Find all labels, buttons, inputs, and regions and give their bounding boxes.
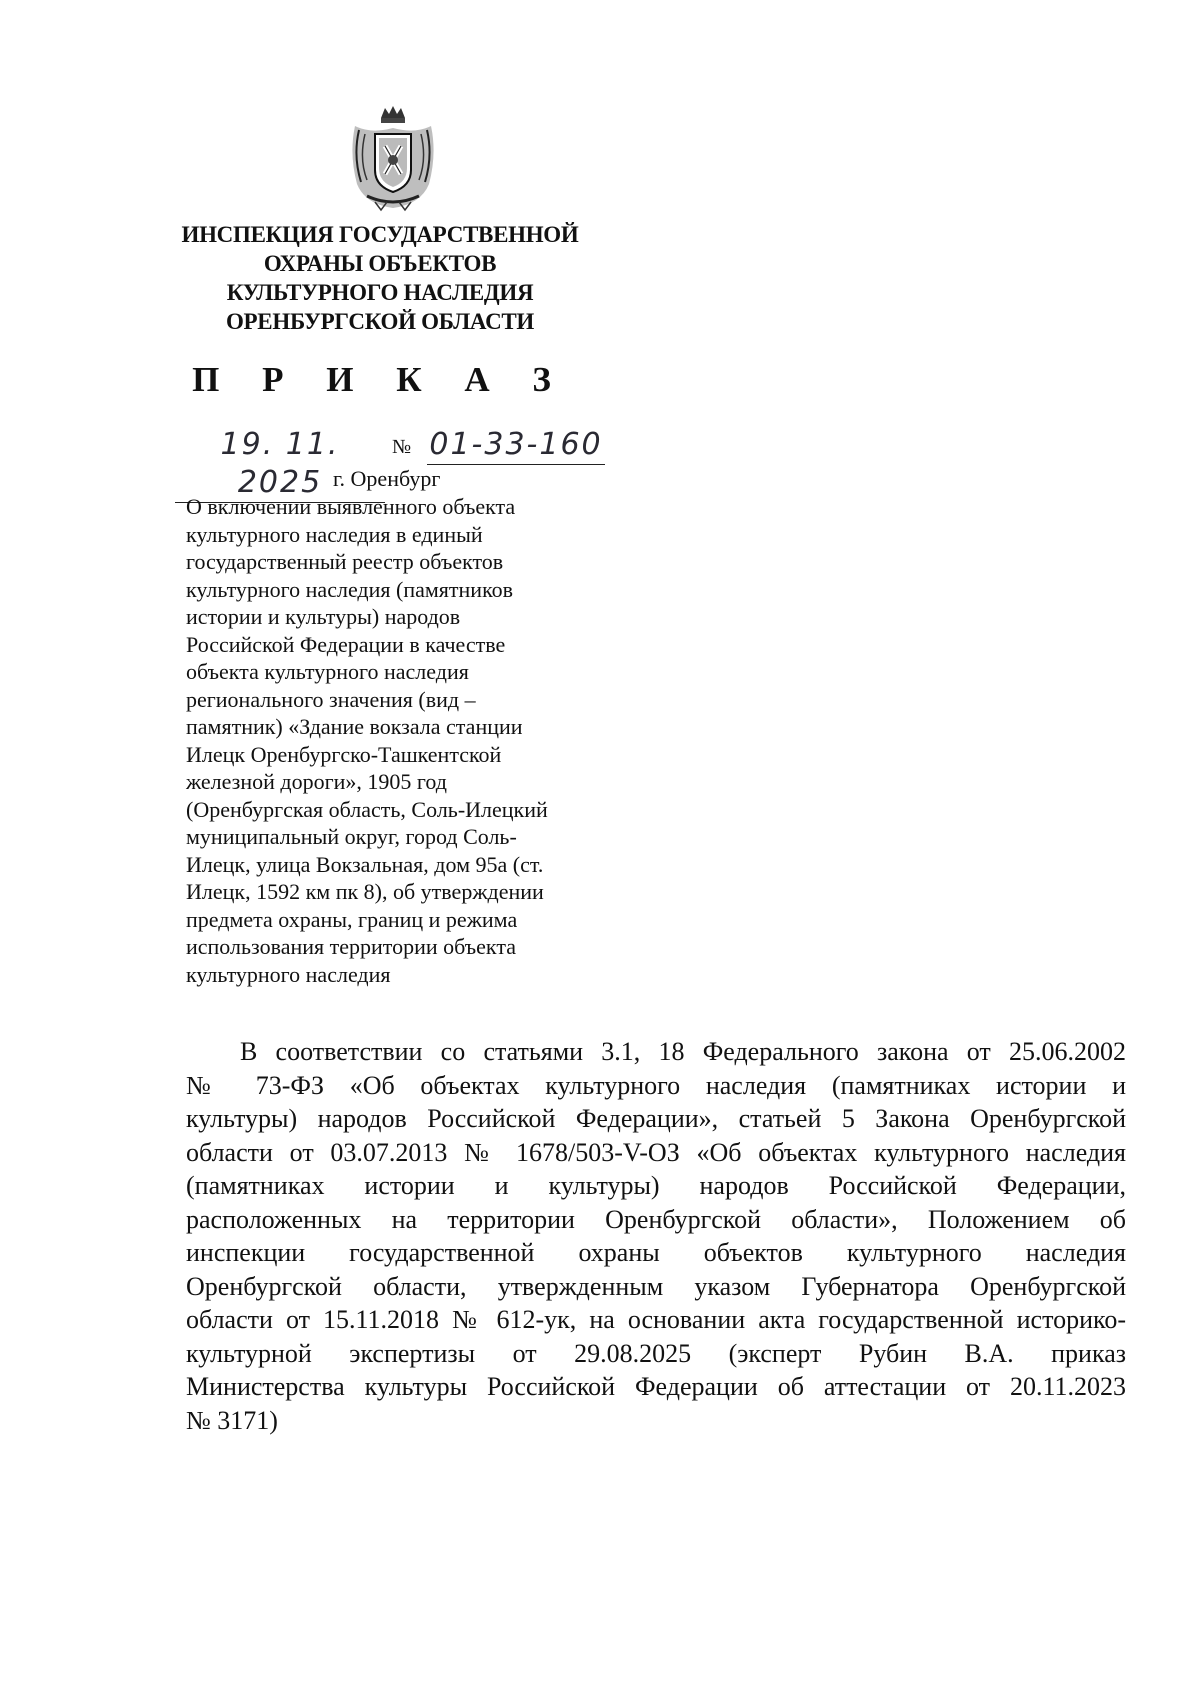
number-sign: № — [392, 436, 412, 458]
subject-line: муниципальный округ, город Соль- — [186, 824, 517, 849]
authority-line: ИНСПЕКЦИЯ ГОСУДАРСТВЕННОЙ — [181, 222, 579, 247]
authority-line: ОХРАНЫ ОБЪЕКТОВ — [263, 251, 497, 276]
subject-line: О включении выявленного объекта — [186, 494, 516, 519]
body-line: Министерства культуры Российской Федерации об аттестации от 20.11.2023 — [186, 1372, 1126, 1401]
body-line: (памятниках истории и культуры) народов Российской Федерации, — [186, 1171, 1126, 1200]
body-line: Оренбургской области, утвержденным указом Губернатора Оренбургской — [186, 1271, 1126, 1301]
authority-line: КУЛЬТУРНОГО НАСЛЕДИЯ — [226, 280, 534, 305]
order-subject — [186, 493, 606, 988]
body-line: расположенных на территории Оренбургской области», Положением об — [186, 1204, 1126, 1234]
subject-line: Илецк, 1592 км пк 8), об утверждении — [186, 879, 544, 904]
subject-line: предмета охраны, границ и режима — [186, 906, 518, 932]
body-line: культурной экспертизы от 29.08.2025 (эксперт Рубин В.А. приказ — [186, 1338, 1126, 1368]
city: г. Оренбург — [333, 466, 441, 491]
subject-line: Российской Федерации в качестве — [186, 631, 506, 657]
authority-name — [160, 220, 600, 336]
body-line: культуры) народов Российской Федерации», статьей 5 Закона Оренбургской — [186, 1104, 1126, 1133]
body-line: области от 15.11.2018 № 612-ук, на основании акта государственной историко- — [186, 1305, 1126, 1334]
body-line: № 73-ФЗ «Об объектах культурного наследия (памятниках истории и — [186, 1070, 1126, 1100]
body-line: № 3171) — [186, 1405, 278, 1435]
subject-line: Илецк Оренбургско-Ташкентской — [186, 741, 502, 767]
body-line: В соответствии со статьями 3.1, 18 Федерального закона от 25.06.2002 — [240, 1037, 1126, 1066]
subject-line: памятник) «Здание вокзала станции — [186, 714, 523, 739]
order-date: 19. 11. 2025 — [175, 426, 385, 503]
subject-line: культурного наследия в единый — [186, 521, 483, 547]
subject-line: культурного наследия (памятников — [186, 576, 514, 602]
subject-line: истории и культуры) народов — [186, 604, 461, 629]
subject-line: объекта культурного наследия — [186, 659, 469, 684]
document-title: П Р И К А З — [192, 360, 568, 399]
subject-line: регионального значения (вид – — [186, 686, 476, 712]
body-line: области от 03.07.2013 № 1678/503-V-ОЗ «Об объектах культурного наследия — [186, 1137, 1126, 1167]
subject-line: государственный реестр объектов — [186, 549, 504, 574]
body-paragraph — [186, 1035, 1126, 1437]
body-line: инспекции государственной охраны объектов культурного наследия — [186, 1238, 1126, 1267]
authority-line: ОРЕНБУРГСКОЙ ОБЛАСТИ — [225, 309, 535, 334]
order-number: 01-33-160 — [427, 426, 605, 465]
coat-of-arms-icon — [345, 104, 441, 212]
subject-line: использования территории объекта — [186, 934, 516, 959]
subject-line: культурного наследия — [186, 961, 391, 987]
subject-line: железной дороги», 1905 год — [186, 769, 447, 794]
subject-line: (Оренбургская область, Соль-Илецкий — [186, 796, 548, 822]
subject-line: Илецк, улица Вокзальная, дом 95а (ст. — [186, 851, 544, 877]
